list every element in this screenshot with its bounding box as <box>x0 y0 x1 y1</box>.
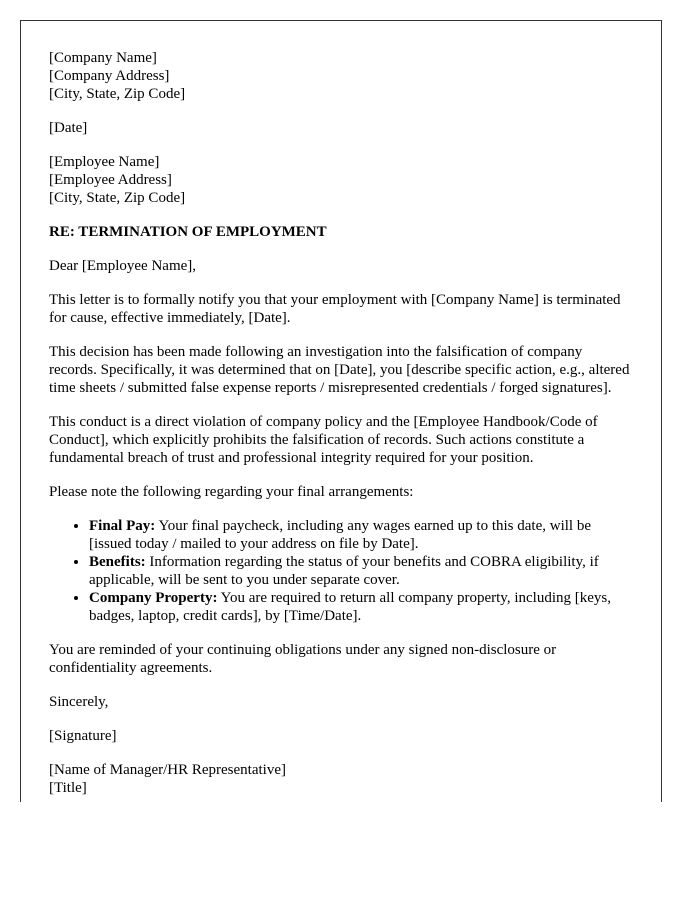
paragraph-notification: This letter is to formally notify you that your employment with [Company Name] is terminated for cause, effective immediately, [Date]. <box>49 292 621 326</box>
document-viewport <box>20 20 662 802</box>
recipient-employee-address: [Employee Address] <box>49 172 172 188</box>
arrangement-label: Company Property: <box>89 590 218 606</box>
arrangement-label: Benefits: <box>89 554 146 570</box>
salutation: Dear [Employee Name], <box>49 258 197 274</box>
closing: Sincerely, <box>49 694 109 710</box>
recipient-city-state-zip: [City, State, Zip Code] <box>49 190 186 206</box>
signatory-title: [Title] <box>49 780 87 796</box>
paragraph-investigation: This decision has been made following an investigation into the falsification of company records. Specifically, it was determined that on [Date], you [describe specific action, e.g., altered time sheets / submitted false expense reports / misrepresented credentials / forged signatures]. <box>49 344 630 396</box>
paragraph-arrangements-intro: Please note the following regarding your final arrangements: <box>49 484 414 500</box>
arrangement-text: Information regarding the status of your benefits and COBRA eligibility, if applicable, will be sent to you under separate cover. <box>89 554 599 588</box>
paragraph-confidentiality-reminder: You are reminded of your continuing obligations under any signed non-disclosure or confidentiality agreements. <box>49 642 557 676</box>
signature-placeholder: [Signature] <box>49 728 117 744</box>
recipient-employee-name: [Employee Name] <box>49 154 160 170</box>
sender-address-block <box>49 49 633 103</box>
signatory-block <box>49 761 633 797</box>
arrangements-list <box>49 517 633 625</box>
arrangement-text: Your final paycheck, including any wages earned up to this date, will be [issued today / mailed to your address on file by Date]. <box>89 518 591 552</box>
recipient-address-block <box>49 153 633 207</box>
letter-page <box>20 20 662 802</box>
arrangement-label: Final Pay: <box>89 518 156 534</box>
sender-company-name: [Company Name] <box>49 50 157 66</box>
arrangement-item-benefits <box>89 553 633 589</box>
subject-line: RE: TERMINATION OF EMPLOYMENT <box>49 224 327 240</box>
signatory-name: [Name of Manager/HR Representative] <box>49 762 286 778</box>
letter-date: [Date] <box>49 120 88 136</box>
arrangement-text: You are required to return all company property, including [keys, badges, laptop, credit cards], by [Time/Date]. <box>89 590 611 624</box>
arrangement-item-company-property <box>89 589 633 625</box>
sender-city-state-zip: [City, State, Zip Code] <box>49 86 186 102</box>
paragraph-policy-violation: This conduct is a direct violation of company policy and the [Employee Handbook/Code of Conduct], which explicitly prohibits the falsification of records. Such actions constitute a fundamental breach of trust and professional integrity required for your position. <box>49 414 598 466</box>
sender-company-address: [Company Address] <box>49 68 170 84</box>
arrangement-item-final-pay <box>89 517 633 553</box>
